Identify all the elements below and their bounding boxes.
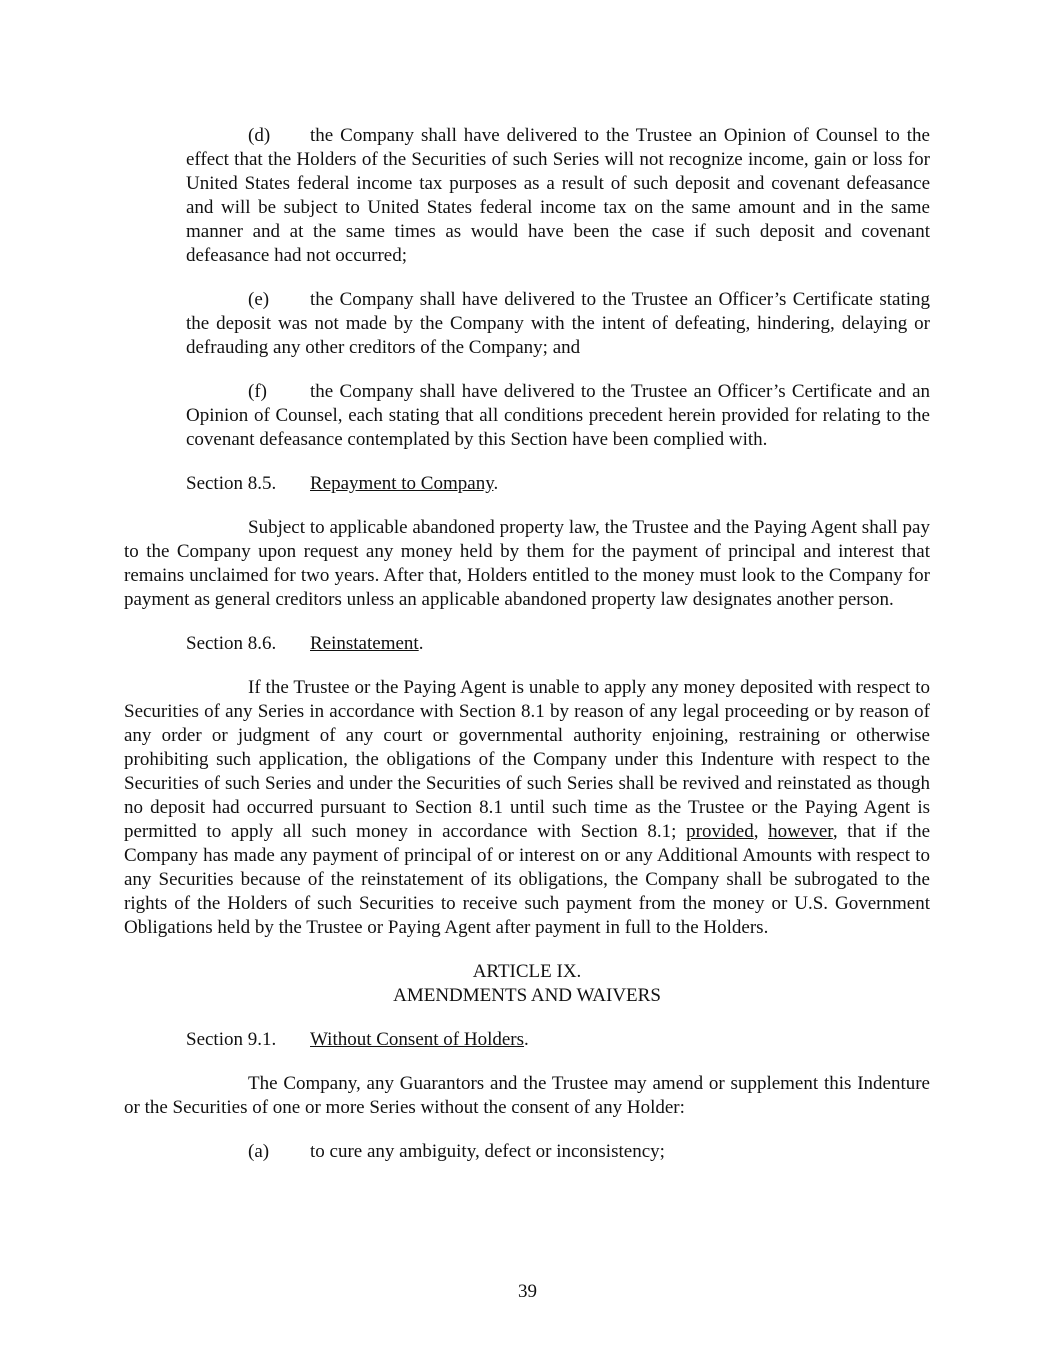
section-9-1-body: The Company, any Guarantors and the Trustee may amend or supplement this Indenture or the Securities of one or more Series without the consent of any Holder: [124, 1073, 930, 1118]
section-number: Section 8.6. [186, 633, 277, 654]
section-8-6-body: If the Trustee or the Paying Agent is unable to apply any money deposited with respect to Securities of any Series in accordance with Section 8.1 by reason of any legal proceeding or by reason of any order or judgment of any court or governmental authority enjoining, restraining or otherwise prohibiting such application, the obligations of the Company under this Indenture with respect to the Securities of such Series and under the Securities of such Series shall be revived and reinstated as though no deposit had occurred pursuant to Section 8.1 until such time as the Trustee or the Paying Agent is permitted to apply all such money in accordance with Section 8.1; provided, however, that if the Company has made any payment of principal of or interest on or any Additional Amounts with respect to any Securities because of the reinstatement of its obligations, the Company shall be subrogated to the rights of the Holders of such Securities to receive such payment from the money or U.S. Government Obligations held by the Trustee or Paying Agent after payment in full to the Holders. [124, 677, 931, 938]
however-term: however [768, 821, 833, 842]
clause-text: to cure any ambiguity, defect or inconsistency; [310, 1141, 665, 1162]
section-title: Repayment to Company [310, 473, 494, 494]
clause-e [186, 288, 930, 360]
article-number: ARTICLE IX. [472, 961, 582, 982]
section-number: Section 9.1. [186, 1029, 277, 1050]
clause-a [248, 1140, 930, 1164]
section-8-5-heading: Section 8.5. Repayment to Company. [186, 473, 499, 494]
clause-label: (f) [248, 381, 267, 402]
article-title: AMENDMENTS AND WAIVERS [393, 985, 661, 1006]
section-title: Without Consent of Holders [310, 1029, 525, 1050]
page-number: 39 [518, 1281, 537, 1302]
clause-text: the Company shall have delivered to the Trustee an Officer’s Certificate stating the deposit was not made by the Company with the intent of defeating, hindering, delaying or defrauding any other creditors of the Company; and [186, 289, 930, 358]
body-text: If the Trustee or the Paying Agent is unable to apply any money deposited with respect to Securities of any Series in accordance with Section 8.1 by reason of any legal proceeding or by reason of any order or judgment of any court or governmental authority enjoining, restraining or otherwise prohibiting such application, the obligations of the Company under this Indenture with respect to the Securities of such Series and under the Securities of such Series shall be revived and reinstated as though no deposit had occurred pursuant to Section 8.1 until such time as the Trustee or the Paying Agent is permitted to apply all such money in accordance with Section 8.1; [124, 677, 930, 842]
clause-text: the Company shall have delivered to the Trustee an Officer’s Certificate and an Opinion of Counsel, each stating that all conditions precedent herein provided for relating to the covenant defeasance contemplated by this Section have been complied with. [186, 381, 930, 450]
clause-label: (e) [248, 289, 270, 310]
section-8-5-body: Subject to applicable abandoned property law, the Trustee and the Paying Agent shall pay to the Company upon request any money held by them for the payment of principal and interest that remains unclaimed for two years. After that, Holders entitled to the money must look to the Company for payment as general creditors unless an applicable abandoned property law designates another person. [124, 517, 930, 610]
clause-text: the Company shall have delivered to the Trustee an Opinion of Counsel to the effect that the Holders of the Securities of such Series will not recognize income, gain or loss for United States federal income tax purposes as a result of such deposit and covenant defeasance and will be subject to United States federal income tax on the same amount and in the same manner and at the same times as would have been the case if such deposit and covenant defeasance had not occurred; [186, 125, 930, 266]
section-8-6-heading: Section 8.6. Reinstatement. [186, 633, 424, 654]
provided-term: provided [686, 821, 754, 842]
section-number: Section 8.5. [186, 473, 277, 494]
clause-f [186, 380, 930, 452]
section-9-1-heading: Section 9.1. Without Consent of Holders. [186, 1029, 529, 1050]
clause-label: (d) [248, 125, 271, 146]
body-text: , that if the Company has made any payment of principal of or interest on or any Additional Amounts with respect to any Securities because of the reinstatement of its obligations, the Company shall be subrogated to the rights of the Holders of such Securities to receive such payment from the money or U.S. Government Obligations held by the Trustee or Paying Agent after payment in full to the Holders. [124, 821, 931, 938]
clause-d [186, 124, 930, 268]
section-title: Reinstatement [310, 633, 419, 654]
clause-label: (a) [248, 1141, 270, 1162]
document-page [124, 124, 930, 1164]
